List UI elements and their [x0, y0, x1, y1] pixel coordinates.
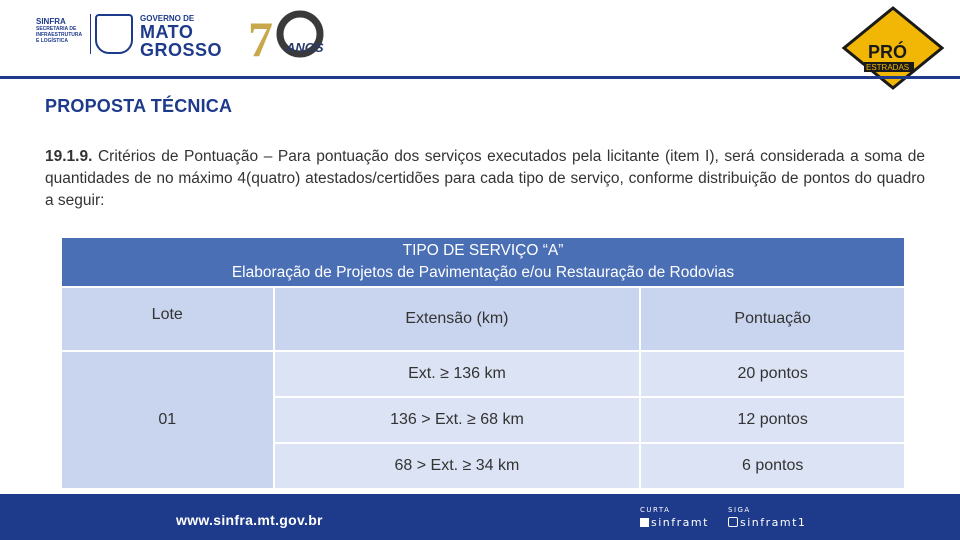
sinfra-name: SINFRA — [36, 17, 66, 26]
logo-divider — [90, 14, 91, 54]
criteria-text: Critérios de Pontuação – Para pontuação dos serviços executados pela licitante (item I), será considerada a soma de quantidades de no máximo 4(quatro) atestados/certidões para cada tipo de serviço, conforme distribuição de pontos do quadro a seguir: — [45, 148, 925, 209]
gov-mato: MATO — [140, 22, 194, 42]
table-row-3-extensao: 68 > Ext. ≥ 34 km — [275, 444, 640, 488]
table-row-2-pontuacao: 12 pontos — [641, 398, 904, 442]
sinfra-logo-text — [36, 18, 94, 44]
header — [0, 0, 960, 78]
facebook-icon — [640, 518, 649, 527]
table-row-3-pontuacao: 6 pontos — [641, 444, 904, 488]
gov-grosso: GROSSO — [140, 40, 223, 60]
criteria-paragraph — [45, 146, 925, 212]
gov-mt-logo — [140, 14, 222, 59]
col-header-lote: Lote — [62, 288, 273, 350]
table-row-1-extensao: Ext. ≥ 136 km — [275, 352, 640, 396]
anniversary-70-logo — [246, 10, 342, 62]
col-header-pontuacao: Pontuação — [641, 288, 904, 350]
instagram-icon — [728, 517, 738, 527]
table-header — [62, 238, 904, 286]
table-header-line-1: TIPO DE SERVIÇO “A” — [402, 242, 564, 259]
sinfra-line-1: SECRETARIA DE — [36, 26, 77, 32]
facebook-link[interactable] — [640, 506, 709, 529]
col-header-extensao: Extensão (km) — [275, 288, 640, 350]
table-header-line-2: Elaboração de Projetos de Pavimentação e/ou Restauração de Rodovias — [231, 264, 735, 281]
siga-handle: sinframt1 — [740, 516, 807, 529]
gov-label: GOVERNO DE — [140, 14, 195, 23]
header-band — [0, 76, 960, 79]
instagram-link[interactable] — [728, 506, 806, 529]
curta-handle: sinframt — [651, 516, 709, 529]
sinfra-line-3: E LOGÍSTICA — [36, 38, 68, 44]
pro-label: PRÓ — [868, 42, 908, 62]
siga-label: SIGA — [728, 506, 751, 514]
sinfra-line-2: INFRAESTRUTURA — [36, 32, 83, 38]
svg-text:7: 7 — [248, 11, 273, 62]
footer-band — [0, 494, 960, 540]
table-row-2-extensao: 136 > Ext. ≥ 68 km — [275, 398, 640, 442]
curta-label: CURTA — [640, 506, 671, 514]
anos-label: ANOS — [286, 40, 324, 55]
state-seal-icon — [95, 14, 133, 54]
website-link[interactable]: www.sinfra.mt.gov.br — [176, 512, 323, 528]
table-row-1-pontuacao: 20 pontos — [641, 352, 904, 396]
estradas-label: ESTRADAS — [866, 63, 910, 72]
lote-value: 01 — [62, 352, 273, 488]
scoring-table — [60, 236, 906, 490]
page-title: PROPOSTA TÉCNICA — [45, 96, 233, 116]
item-number: 19.1.9. — [45, 148, 93, 165]
